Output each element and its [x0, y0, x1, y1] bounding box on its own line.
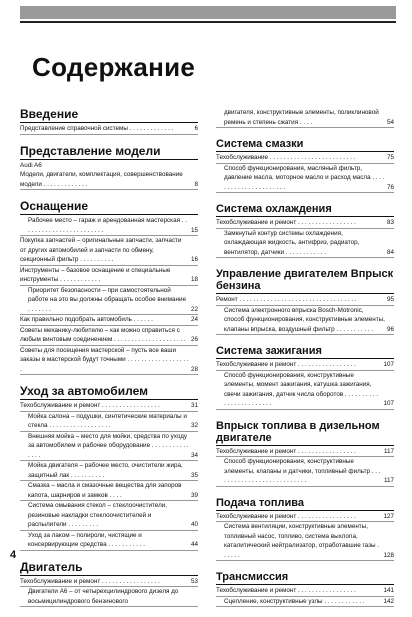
entry-page-number: 6 — [194, 125, 198, 132]
entry-text: Внешняя мойка – место для мойки, средства по уходу за автомобилем и рабочее оборудование . . . . . . . . . . . . . . . — [28, 432, 189, 459]
entry-page-number: 83 — [386, 219, 394, 226]
entry-page-number: 22 — [190, 305, 198, 313]
section-title: Представление модели — [20, 145, 198, 160]
toc-entry[interactable] — [216, 218, 394, 229]
toc-entry[interactable] — [216, 295, 394, 306]
section-title: Система охлаждения — [216, 203, 394, 217]
toc-entry[interactable] — [20, 266, 198, 286]
entry-text: Ремонт . . . . . . . . . . . . . . . . . . . . . . . . . . . . . . . . . . — [216, 296, 357, 303]
entry-text: Техобслуживание и ремонт . . . . . . . . . . . . . . . . . — [20, 402, 160, 409]
toc-section — [216, 138, 394, 193]
toc-entry[interactable] — [20, 531, 198, 551]
toc-entry[interactable] — [20, 481, 198, 501]
toc-section — [20, 108, 198, 135]
toc-entry[interactable] — [216, 229, 394, 259]
entry-page-number: 117 — [383, 447, 394, 455]
entry-text: Мойка двигателя – рабочее место, очистители жира, защитный лак . . . . . . . . . . — [28, 462, 183, 479]
toc-entry[interactable] — [20, 587, 198, 607]
section-title: Оснащение — [20, 200, 198, 215]
toc-entry[interactable] — [216, 360, 394, 371]
entry-text: Техобслуживание . . . . . . . . . . . . . . . . . . . . . . . . . — [216, 154, 356, 161]
section-title: Введение — [20, 108, 198, 123]
toc-section — [216, 571, 394, 607]
toc-entry[interactable] — [20, 577, 198, 588]
toc-entry[interactable] — [216, 447, 394, 458]
entry-text: Рабочее место – гараж и арендованная мастерская . . . . . . . . . . . . . . . . . . . . . . . . — [28, 217, 187, 234]
toc-entry[interactable] — [20, 401, 198, 412]
toc-entry[interactable] — [20, 170, 198, 190]
entry-page-number: 40 — [190, 521, 198, 528]
toc-entry[interactable] — [20, 315, 198, 326]
toc-section — [216, 268, 394, 335]
toc-entry[interactable] — [20, 346, 198, 376]
toc-section — [20, 200, 198, 375]
toc-entry[interactable] — [216, 108, 394, 128]
section-subtitle: Audi A6 — [20, 161, 42, 169]
entry-text: Двигатели A6 – от четырехцилиндрового дизеля до восьмицилиндрового бензинового — [28, 588, 179, 605]
section-title: Система смазки — [216, 138, 394, 152]
toc-entry[interactable] — [20, 326, 198, 346]
entry-page-number: 32 — [190, 422, 198, 429]
entry-text: Инструменты – базовое оснащение и специальные инструменты . . . . . . . . . . . . — [20, 266, 171, 283]
toc-section — [216, 345, 394, 410]
entry-text: Система вентиляции, конструктивные элементы, топливный насос, топливо, система выхлопа, каталитический нейтрализатор, отработавшие газы . . . . . . — [224, 523, 379, 559]
entry-text: Система электронного впрыска Bosch-Motronic, способ функционирования, конструктивные элементы, клапаны впрыска, воздушный фильтр . . . . . . . . . . . — [224, 306, 385, 333]
entry-page-number: 53 — [190, 577, 198, 585]
section-title: Уход за автомобилем — [20, 385, 198, 400]
entry-page-number: 54 — [386, 118, 394, 126]
entry-text: Мойка салона – подушки, синтетические материалы и стекла . . . . . . . . . . . . . . . . . . — [28, 412, 187, 429]
entry-text: Покупка запчастей – оригинальные запчасти, запчасти от других автомобилей и запчасти по обмену, секционный фильтр . . . . . . . . . . — [20, 237, 182, 263]
entry-text: Уход за лаком – полироли, чистящие и консервирующие средства . . . . . . . . . . . — [28, 531, 146, 548]
toc-section — [20, 385, 198, 551]
section-title: Система зажигания — [216, 345, 394, 359]
toc-section — [216, 108, 394, 128]
entry-text: Как правильно подобрать автомобиль . . . . . . — [20, 316, 153, 323]
entry-page-number: 39 — [190, 491, 198, 499]
section-title: Управление двигателем Впрыск бензина — [216, 268, 394, 292]
section-title: Трансмиссия — [216, 571, 394, 585]
toc-entry[interactable] — [216, 306, 394, 336]
entry-text: Смазка – масла и смазочные вещества для запоров капота, шарниров и замков . . . . — [28, 482, 182, 499]
toc-entry[interactable] — [216, 457, 394, 487]
section-title: Двигатель — [20, 561, 198, 576]
entry-page-number: 44 — [190, 541, 198, 548]
header-divider — [20, 21, 396, 23]
entry-text: Техобслуживание и ремонт . . . . . . . . . . . . . . . . . — [20, 577, 160, 585]
toc-entry[interactable] — [216, 522, 394, 561]
entry-text: Советы механику-любителю – как можно справиться с любым винтовым соединением . . . . . . . . . . . . . . . . . . . . . — [20, 326, 186, 343]
entry-text: Техобслуживание и ремонт . . . . . . . . . . . . . . . . . — [216, 512, 356, 520]
toc-entry[interactable] — [216, 164, 394, 194]
toc-entry[interactable] — [216, 153, 394, 164]
entry-page-number: 34 — [190, 451, 198, 459]
toc-entry[interactable] — [216, 586, 394, 597]
page-number: 4 — [10, 549, 17, 561]
entry-text: Способ функционирования, конструктивные элементы, момент зажигания, катушка зажигания, свечи зажигания, датчик числа оборотов . . . . . . . . . . . . . . . . . . . . . . . . — [224, 371, 379, 407]
section-title: Впрыск топлива в дизельном двигателе — [216, 420, 394, 446]
entry-page-number: 35 — [190, 471, 198, 479]
page-title: Содержание — [32, 52, 196, 82]
toc-entry[interactable] — [20, 236, 198, 266]
header-bar — [20, 6, 396, 19]
toc-entry[interactable] — [216, 597, 394, 608]
entry-text: Способ функционирования, конструктивные элементы, клапаны и датчики, топливный фильтр . . . . . . . . . . . . . . . . . . . . . . . . . . . — [224, 458, 381, 484]
entry-text: Приоритет безопасности – при самостоятельной работе на это вы должны обращать особое внимание . . . . . . . — [28, 286, 187, 313]
entry-page-number: 8 — [194, 180, 198, 188]
entry-page-number: 96 — [386, 325, 394, 333]
section-title: Подача топлива — [216, 497, 394, 511]
entry-text: двигателя, конструктивные элементы, поликлиновой ремень и степень сжатия . . . . — [224, 109, 379, 126]
entry-page-number: 107 — [383, 400, 394, 407]
entry-page-number: 142 — [383, 597, 394, 605]
toc-right-column — [216, 108, 394, 617]
toc-entry[interactable] — [20, 432, 198, 462]
entry-text: Техобслуживание и ремонт . . . . . . . . . . . . . . . . . — [216, 447, 356, 455]
toc-section — [216, 203, 394, 258]
entry-page-number: 16 — [190, 256, 198, 263]
entry-text: Замкнутый контур системы охлаждения, охлаждающая жидкость, антифриз, радиатор, вентилятор, датчики . . . . . . . . . . . . — [224, 229, 360, 256]
entry-page-number: 26 — [190, 336, 198, 343]
toc-left-column — [20, 108, 198, 617]
entry-page-number: 24 — [190, 316, 198, 323]
entry-text: Модели, двигатели, комплектация, совершенствование модели . . . . . . . . . . . . . — [20, 171, 183, 188]
entry-text: Способ функционирования, масляный фильтр, давление масла, моторное масло и расход масла . . . . . . . . . . . . . . . . . . . . . . — [224, 164, 385, 191]
entry-text: Техобслуживание и ремонт . . . . . . . . . . . . . . . . . — [216, 219, 356, 226]
entry-page-number: 127 — [383, 512, 394, 520]
toc-section — [20, 561, 198, 608]
entry-page-number: 117 — [383, 477, 394, 484]
entry-page-number: 128 — [383, 551, 394, 559]
entry-page-number: 84 — [386, 248, 394, 256]
entry-page-number: 75 — [386, 154, 394, 161]
toc-entry[interactable] — [20, 501, 198, 531]
toc-entry[interactable] — [20, 412, 198, 432]
entry-page-number: 31 — [190, 402, 198, 409]
entry-text: Техобслуживание и ремонт . . . . . . . . . . . . . . . . . — [216, 361, 356, 368]
entry-page-number: 28 — [190, 365, 198, 373]
entry-text: Советы для посещения мастерской – пусть все ваши заказы в мастерской будут точными . . . . . . . . . . . . . . . . . . . — [20, 346, 189, 373]
toc-section — [216, 420, 394, 487]
entry-text: Представление справочной системы . . . . . . . . . . . . . — [20, 125, 174, 132]
toc-entry[interactable] — [216, 371, 394, 410]
entry-page-number: 18 — [190, 276, 198, 283]
entry-text: Техобслуживание и ремонт . . . . . . . . . . . . . . . . . — [216, 587, 356, 594]
toc-entry[interactable] — [20, 461, 198, 481]
entry-text: Система омывания стекол – стеклоочистители, резиновые накладки стеклоочистителей и распылители . . . . . . . . . — [28, 502, 168, 528]
entry-page-number: 76 — [386, 183, 394, 191]
toc-entry[interactable] — [20, 286, 198, 316]
entry-page-number: 141 — [383, 587, 394, 594]
toc-section — [216, 497, 394, 562]
toc-entry[interactable] — [20, 124, 198, 135]
entry-page-number: 107 — [383, 361, 394, 368]
entry-text: Сцепление, конструктивные узлы . . . . . . . . . . . . — [224, 597, 365, 605]
entry-page-number: 95 — [386, 296, 394, 303]
entry-page-number: 15 — [190, 226, 198, 234]
toc-entry[interactable] — [216, 512, 394, 523]
toc-section — [20, 145, 198, 191]
toc-entry[interactable] — [20, 216, 198, 236]
